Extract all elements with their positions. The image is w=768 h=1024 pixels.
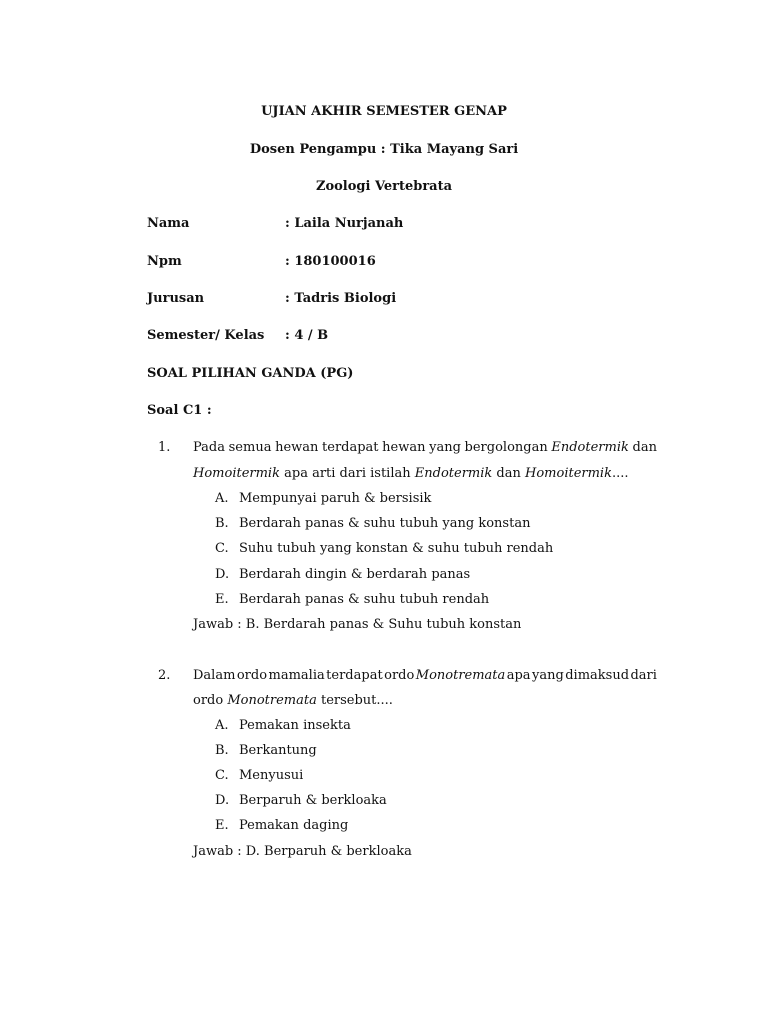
question-number: 1. <box>158 440 171 455</box>
option-a <box>215 718 351 733</box>
question-word: terdapat <box>322 440 379 455</box>
question-term: Monotremata <box>227 693 317 708</box>
option-letter: A. <box>215 718 229 733</box>
question-word: Dalam <box>193 668 236 683</box>
info-label: Npm <box>147 254 182 269</box>
option-d <box>215 567 470 582</box>
option-text: Berdarah panas & suhu tubuh yang konstan <box>239 516 531 531</box>
question-word: yang <box>429 440 461 455</box>
option-c <box>215 768 303 783</box>
question-term: Endotermik <box>551 440 629 455</box>
question-1-line-2 <box>193 466 657 481</box>
option-letter: C. <box>215 541 229 556</box>
info-label: Jurusan <box>147 291 205 306</box>
question-1-line-1 <box>193 440 657 455</box>
option-letter: E. <box>215 818 229 833</box>
course-name: Zoologi Vertebrata <box>315 179 453 194</box>
option-letter: B. <box>215 743 229 758</box>
option-c <box>215 541 553 556</box>
exam-title: UJIAN AKHIR SEMESTER GENAP <box>261 104 507 119</box>
question-word: semua <box>228 440 272 455</box>
option-b <box>215 516 530 531</box>
option-text: Berdarah dingin & berdarah panas <box>239 567 471 582</box>
option-text: Mempunyai paruh & bersisik <box>239 491 432 506</box>
option-letter: B. <box>215 516 229 531</box>
info-value: : 4 / B <box>285 328 329 343</box>
option-letter: E. <box>215 592 229 607</box>
info-label: Semester/ Kelas <box>147 328 265 343</box>
question-text: ordo <box>193 693 228 708</box>
question-text: .... <box>611 466 629 481</box>
option-text: Berdarah panas & suhu tubuh rendah <box>239 592 490 607</box>
lecturer-line: Dosen Pengampu : Tika Mayang Sari <box>249 142 519 157</box>
question-2-line-1 <box>193 668 657 683</box>
option-a <box>215 491 431 506</box>
question-word: terdapat <box>326 668 383 683</box>
question-text: tersebut.... <box>316 693 393 708</box>
option-letter: C. <box>215 768 229 783</box>
option-e <box>215 592 489 607</box>
question-word: hewan <box>382 440 426 455</box>
option-text: Suhu tubuh yang konstan & suhu tubuh rendah <box>239 541 554 556</box>
info-value: : Laila Nurjanah <box>285 216 404 231</box>
question-word: dan <box>632 440 657 455</box>
info-value: : Tadris Biologi <box>285 291 397 306</box>
question-word: apa <box>506 668 531 683</box>
option-text: Berparuh & berkloaka <box>239 793 387 808</box>
question-word: yang <box>532 668 564 683</box>
question-word: ordo <box>236 668 268 683</box>
question-word: ordo <box>384 668 415 683</box>
option-e <box>215 818 348 833</box>
question-text: apa arti dari istilah <box>279 466 415 481</box>
question-term: Homoitermik <box>193 466 280 481</box>
question-2-line-2 <box>193 693 657 708</box>
option-text: Pemakan insekta <box>239 718 351 733</box>
info-label: Nama <box>147 216 190 231</box>
option-text: Pemakan daging <box>239 818 349 833</box>
question-term: Endotermik <box>414 466 493 481</box>
question-word: dari <box>630 668 657 683</box>
section-title: SOAL PILIHAN GANDA (PG) <box>147 366 354 381</box>
answer-line: Jawab : B. Berdarah panas & Suhu tubuh konstan <box>193 617 522 632</box>
option-text: Menyusui <box>239 768 304 783</box>
info-value: : 180100016 <box>285 254 376 269</box>
question-term: Homoitermik <box>525 466 612 481</box>
option-letter: D. <box>215 567 230 582</box>
question-number: 2. <box>158 668 171 683</box>
question-word: bergolongan <box>464 440 548 455</box>
subsection-title: Soal C1 : <box>147 403 212 418</box>
option-text: Berkantung <box>239 743 317 758</box>
question-word: dimaksud <box>565 668 630 683</box>
option-letter: D. <box>215 793 230 808</box>
question-word: mamalia <box>268 668 325 683</box>
question-text: dan <box>492 466 525 481</box>
option-d <box>215 793 387 808</box>
answer-line: Jawab : D. Berparuh & berkloaka <box>193 844 412 859</box>
question-word: Pada <box>193 440 225 455</box>
option-b <box>215 743 317 758</box>
question-term: Monotremata <box>415 668 506 683</box>
option-letter: A. <box>215 491 229 506</box>
question-word: hewan <box>275 440 319 455</box>
